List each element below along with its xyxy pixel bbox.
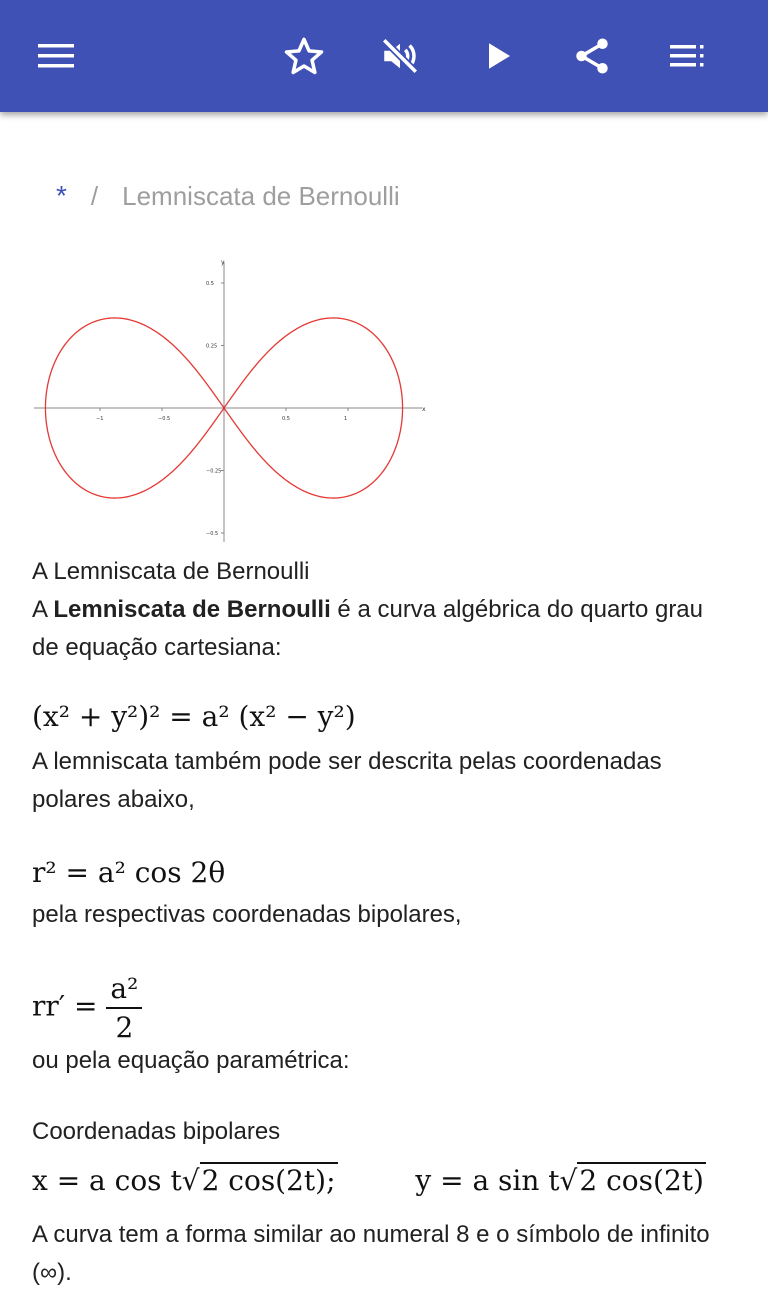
star-outline-icon [283, 35, 325, 77]
play-button[interactable] [468, 26, 528, 86]
lemniscate-figure [32, 256, 432, 546]
cartesian-equation: (x² + y²)² = a² (x² − y²) [32, 700, 356, 733]
y-axis-label: y [221, 259, 225, 266]
app-toolbar [0, 0, 768, 112]
y-tick-label: 0.5 [206, 281, 214, 287]
polar-equation: r² = a² cos 2θ [32, 856, 226, 889]
y-tick-label: −0.5 [206, 531, 219, 537]
intro-rest: é a curva algébrica do quarto grau de equação cartesiana: [32, 596, 703, 661]
param-x-radicand: 2 cos(2t); [201, 1164, 336, 1197]
fraction-denominator: 2 [115, 1011, 134, 1044]
parametric-equations [32, 1164, 706, 1197]
intro-prefix: A [32, 596, 54, 623]
play-icon [480, 38, 516, 74]
share-button[interactable] [562, 26, 622, 86]
bipolar-heading: Coordenadas bipolares [32, 1118, 281, 1145]
volume-off-icon [379, 35, 421, 77]
breadcrumb [56, 180, 400, 212]
sqrt-sign: √ [181, 1164, 200, 1197]
polar-paragraph: A lemniscata também pode ser descrita pelas coordenadas polares abaixo, [32, 748, 662, 813]
x-tick-label: −0.5 [158, 416, 171, 422]
breadcrumb-separator: / [90, 180, 99, 211]
share-icon [571, 35, 613, 77]
intro-paragraph [32, 591, 732, 667]
breadcrumb-home-link[interactable]: * [56, 180, 67, 211]
mute-button[interactable] [370, 26, 430, 86]
x-axis-label: x [422, 406, 426, 413]
shape-paragraph: A curva tem a forma similar ao numeral 8 e o símbolo de infinito (∞). [32, 1221, 710, 1286]
param-y-lhs: y = a sin t [415, 1164, 560, 1197]
x-tick-label: 0.5 [282, 416, 290, 422]
playlist-icon [668, 36, 708, 76]
y-tick-label: −0.25 [206, 468, 222, 475]
breadcrumb-current: Lemniscata de Bernoulli [122, 180, 400, 211]
intro-bold-term: Lemniscata de Bernoulli [53, 596, 331, 623]
bipolar-fraction [106, 972, 142, 1044]
hamburger-menu-icon [36, 36, 76, 76]
menu-button[interactable] [26, 26, 86, 86]
sqrt-sign: √ [559, 1164, 578, 1197]
bipolar-equation [32, 972, 142, 1044]
param-y-radicand: 2 cos(2t) [579, 1164, 704, 1197]
parametric-paragraph: ou pela equação paramétrica: [32, 1047, 350, 1074]
playlist-button[interactable] [658, 26, 718, 86]
bipolar-lhs: rr′ = [32, 989, 98, 1023]
x-tick-label: 1 [344, 416, 348, 422]
x-tick-label: −1 [96, 416, 104, 422]
figure-caption: A Lemniscata de Bernoulli [32, 558, 310, 585]
param-x-lhs: x = a cos t [32, 1164, 182, 1197]
fraction-numerator: a² [106, 972, 142, 1009]
bipolar-paragraph: pela respectivas coordenadas bipolares, [32, 901, 462, 928]
favorite-button[interactable] [274, 26, 334, 86]
y-tick-label: 0.25 [206, 343, 218, 350]
